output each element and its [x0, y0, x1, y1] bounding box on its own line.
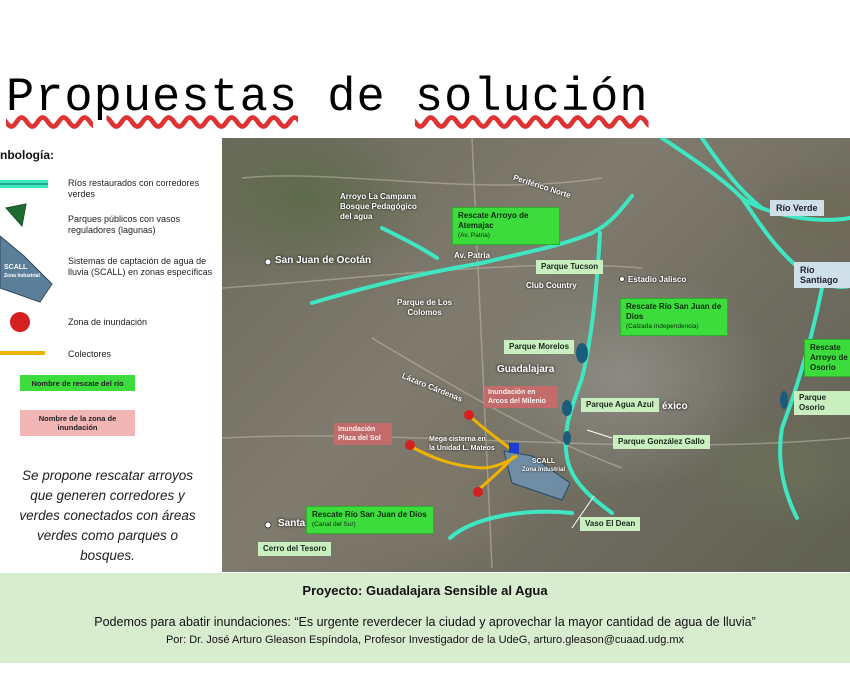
place-dot — [265, 259, 271, 265]
label-estadio-jalisco: Estadio Jalisco — [628, 275, 687, 284]
road-periferico-norte: Periférico Norte — [512, 172, 572, 201]
river-la-campana — [382, 228, 437, 258]
park-legend-icon — [6, 204, 26, 226]
footer-author: Por: Dr. José Arturo Gleason Espíndola, Profesor Investigador de la UdeG, arturo.gleason@cuaad.udg.mx — [165, 634, 685, 646]
flood-point-plaza-del-sol — [405, 440, 415, 450]
legend-item-parks: Parques públicos con vasos reguladores (lagunas) — [68, 214, 181, 235]
legend-item-flood: Zona de inundación — [68, 317, 148, 327]
legend-red-box: Nombre de la zona de inundación — [20, 410, 135, 436]
place-dot — [620, 277, 625, 282]
footer-quote: Podemos para abatir inundaciones: “Es urgente reverdecer la ciudad y aprovechar la mayor cantidad de agua de lluvia” — [94, 615, 756, 629]
collector-legend-icon — [0, 351, 45, 355]
scall-zone-label: SCALL Zona Industrial — [522, 458, 566, 473]
legend-item-collectors: Colectores — [68, 349, 112, 359]
park-lagoon — [780, 391, 788, 409]
park-lagoon — [576, 343, 588, 363]
park-lagoon — [562, 400, 572, 416]
park-label-agua-azul: Parque Agua Azul — [581, 398, 659, 412]
river-label-santiago: Río Santiago — [794, 262, 850, 288]
road-av-patria: Av. Patria — [454, 251, 491, 260]
collector-line — [478, 456, 514, 490]
footer-project: Proyecto: Guadalajara Sensible al Agua — [302, 583, 548, 598]
pointer-line — [587, 430, 612, 438]
satellite-map — [222, 138, 850, 572]
flood-label-plaza-del-sol: Inundación Plaza del Sol — [334, 423, 392, 445]
rescue-label-canal-sur: Rescate Río San Juan de Dios (Canal del Sur) — [306, 506, 434, 534]
place-dot — [265, 522, 271, 528]
label-club-country: Club Country — [526, 281, 577, 290]
legend-title: nbología: — [0, 148, 54, 162]
road-lazaro-cardenas: Lázaro Cárdenas — [400, 371, 464, 404]
flood-label-arcos: Inundación en Arcos del Milenio — [484, 386, 558, 408]
flood-legend-icon — [10, 312, 30, 332]
collectors — [410, 416, 517, 490]
legend-green-box: Nombre de rescate del río — [20, 375, 135, 391]
river-label-verde: Río Verde — [770, 200, 824, 216]
rescue-label-san-juan-de-dios: Rescate Río San Juan de Dios (Calzada Independencia) — [620, 298, 728, 336]
title-word-3: solución — [414, 72, 649, 125]
rescue-label-osorio: Rescate Arroyo de Osorio — [804, 339, 850, 377]
park-label-osorio: Parque Osorio — [794, 391, 850, 415]
park-label-gonzalez-gallo: Parque González Gallo — [613, 435, 710, 449]
legend-item-scall: Sistemas de captación de agua de lluvia (SCALL) en zonas específicas — [68, 256, 213, 277]
flood-point-arcos — [464, 410, 474, 420]
footer-panel — [0, 573, 850, 663]
label-parque-colomos: Parque de Los Colomos — [397, 298, 453, 317]
park-label-morelos: Parque Morelos — [504, 340, 574, 354]
title-word-1: Propuestas — [6, 72, 299, 125]
park-label-vaso-el-dean: Vaso El Dean — [580, 517, 640, 531]
place-guadalajara: Guadalajara — [497, 364, 555, 375]
legend-item-rivers: Ríos restaurados con corredores verdes — [68, 178, 200, 199]
park-label-cerro-del-tesoro: Cerro del Tesoro — [258, 542, 331, 556]
rescue-label-atemajac: Rescate Arroyo de Atemajac (Av. Patria) — [452, 207, 560, 245]
scall-legend-label: SCALL Zona Industrial — [4, 264, 40, 279]
park-label-tucson: Parque Tucson — [536, 260, 603, 274]
place-santa: Santa — [278, 518, 306, 529]
label-arroyo-la-campana: Arroyo La Campana Bosque Pedagógico del agua — [340, 192, 417, 221]
flood-point — [473, 487, 483, 497]
river-san-juan-de-dios — [566, 233, 612, 513]
place-san-juan-de-ocotan: San Juan de Ocotán — [275, 255, 372, 266]
flood-points — [405, 410, 483, 497]
page-title — [6, 72, 649, 125]
title-word-2: de — [327, 72, 386, 125]
label-mega-cisterna: Mega cisterna en la Unidad L. Mateos — [429, 436, 495, 452]
proposal-text: Se propone rescatar arroyos que generen corredores y verdes conectados con áreas verdes como parques o bosques. — [19, 468, 196, 563]
river-legend-icon — [0, 180, 48, 188]
place-mexico: éxico — [662, 401, 688, 412]
mega-cistern-icon — [509, 443, 519, 453]
park-lagoon — [563, 431, 571, 445]
river-canal-sur — [450, 512, 572, 538]
